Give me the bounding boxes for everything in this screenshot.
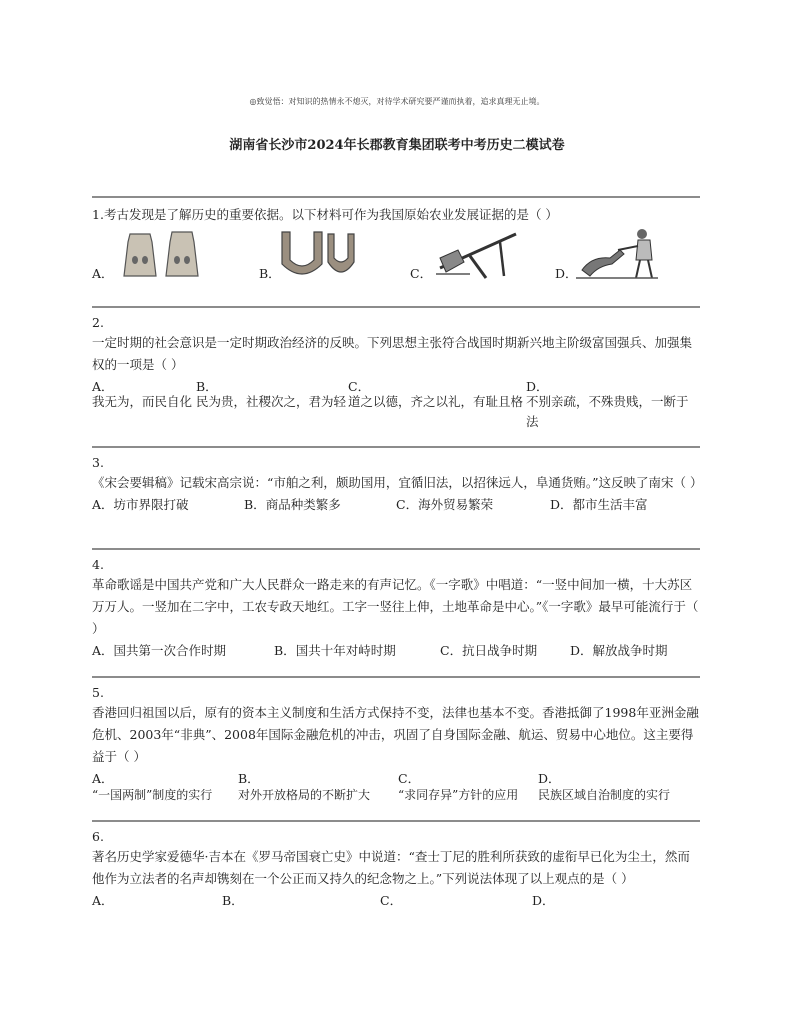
question-number: 3. [92, 455, 104, 470]
option-b[interactable] [196, 376, 346, 412]
divider [92, 306, 700, 308]
plow-tool-icon [430, 228, 522, 282]
stone-spade-icon [120, 228, 202, 282]
option-c[interactable] [380, 890, 402, 912]
question-text: 著名历史学家爱德华·吉本在《罗马帝国衰亡史》中说道：“查士丁尼的胜利所获致的虚衔早已化为尘土，然而他作为立法者的名声却镌刻在一个公正而又持久的纪念物之上。”下列说法体现了以上观点的是（ ） [92, 849, 690, 886]
option-b-label[interactable]: B． [259, 266, 281, 281]
divider [92, 676, 700, 678]
option-text: “一国两制”制度的实行 [92, 788, 213, 802]
option-d[interactable] [570, 640, 668, 662]
option-d[interactable] [550, 494, 648, 516]
option-d-label[interactable]: D． [555, 266, 578, 281]
option-b[interactable] [274, 640, 396, 662]
divider [92, 196, 700, 198]
question-4 [92, 548, 700, 664]
option-label: A． [92, 771, 114, 786]
question-text: 香港回归祖国以后，原有的资本主义制度和生活方式保持不变，法律也基本不变。香港抵御了1998年亚洲金融危机、2003年“非典”、2008年国际金融危机的冲击，巩固了自身国际金融、航运、贸易中心地位。这主要得益于（ ） [92, 705, 699, 764]
option-c[interactable] [348, 376, 526, 412]
option-c-label[interactable]: C． [410, 266, 433, 281]
bone-tool-icon [278, 226, 358, 282]
question-text: 一定时期的社会意识是一定时期政治经济的反映。下列思想主张符合战国时期新兴地主阶级富国强兵、加强集权的一项是（ ） [92, 335, 693, 372]
option-b[interactable] [222, 890, 244, 912]
option-label: D． [538, 771, 561, 786]
option-text: 不别亲疏，不殊贵贱，一断于法 [526, 394, 689, 429]
option-text: 解放战争时期 [592, 643, 668, 658]
option-text: 民族区域自治制度的实行 [538, 788, 671, 802]
option-text: 抗日战争时期 [462, 643, 538, 658]
option-a[interactable] [92, 640, 226, 662]
option-a[interactable] [92, 890, 114, 912]
question-text: 《宋会要辑稿》记载宋高宗说：“市舶之利，颇助国用，宜循旧法，以招徕远人，阜通货贿。”这反映了南宋（ ） [92, 475, 703, 490]
option-c[interactable] [396, 494, 493, 516]
divider [92, 548, 700, 550]
option-group [92, 226, 700, 290]
option-text: 国共第一次合作时期 [113, 643, 227, 658]
question-2 [92, 306, 700, 436]
question-1 [92, 196, 700, 290]
question-number: 2. [92, 315, 104, 330]
option-d[interactable] [538, 768, 700, 806]
page-title: 湖南省长沙市2024年长郡教育集团联考中考历史二模试卷 [229, 138, 565, 153]
option-d[interactable] [532, 890, 555, 912]
question-number: 1. [92, 207, 104, 222]
option-group [92, 768, 700, 808]
option-a-label[interactable]: A． [92, 266, 114, 281]
option-group [92, 494, 700, 518]
option-label: A． [92, 497, 114, 512]
question-text: 考古发现是了解历史的重要依据。以下材料可作为我国原始农业发展证据的是（ ） [103, 207, 558, 222]
option-label: A． [92, 643, 114, 658]
question-number: 6. [92, 829, 104, 844]
option-a[interactable] [92, 768, 242, 806]
option-a[interactable] [92, 376, 192, 412]
option-text: 民为贵，社稷次之，君为轻 [196, 394, 347, 409]
option-label: D． [526, 379, 549, 394]
farmer-plowing-icon [572, 226, 662, 282]
divider [92, 446, 700, 448]
option-label: C． [440, 643, 463, 658]
question-text: 革命歌谣是中国共产党和广大人民群众一路走来的有声记忆。《一字歌》中唱道：“一竖中间加一横，十大苏区万万人。一竖加在二字中，工农专政天地红。工字一竖往上伸，土地革命是中心。”《一字歌》最早可能流行于（ ） [92, 577, 699, 636]
option-label: B． [274, 643, 296, 658]
option-text: 海外贸易繁荣 [418, 497, 494, 512]
question-3 [92, 446, 703, 518]
motto-line: ◎致觉悟：对知识的热情永不熄灭，对待学术研究要严谨而执着，追求真理无止境。 [249, 97, 545, 106]
option-c[interactable] [398, 768, 538, 806]
option-a[interactable] [92, 494, 189, 516]
option-group [92, 890, 700, 914]
option-text: 都市生活丰富 [572, 497, 648, 512]
option-label: C． [348, 379, 371, 394]
question-stem [92, 204, 700, 226]
option-label: C． [396, 497, 419, 512]
option-label: B． [196, 379, 218, 394]
option-label: D． [570, 643, 593, 658]
option-text: 对外开放格局的不断扩大 [238, 788, 371, 802]
question-6 [92, 820, 700, 914]
option-text: 国共十年对峙时期 [295, 643, 396, 658]
option-label: B． [244, 497, 266, 512]
option-text: 道之以德，齐之以礼，有耻且格 [348, 394, 524, 409]
option-c[interactable] [440, 640, 537, 662]
option-label: C． [398, 771, 421, 786]
option-b[interactable] [238, 768, 398, 806]
option-d[interactable] [526, 376, 698, 432]
option-text: 商品种类繁多 [265, 497, 341, 512]
option-label: A． [92, 379, 114, 394]
option-text: 我无为，而民自化 [92, 394, 193, 409]
question-5 [92, 676, 700, 808]
option-label: C． [380, 893, 403, 908]
option-label: D． [550, 497, 573, 512]
divider [92, 820, 700, 822]
option-label: B． [238, 771, 260, 786]
option-text: “求同存异”方针的应用 [398, 788, 519, 802]
option-label: B． [222, 893, 244, 908]
question-number: 4. [92, 557, 104, 572]
question-number: 5. [92, 685, 104, 700]
option-text: 坊市界限打破 [113, 497, 189, 512]
option-group [92, 640, 700, 664]
option-label: A． [92, 893, 114, 908]
option-label: D． [532, 893, 555, 908]
option-b[interactable] [244, 494, 341, 516]
option-group [92, 376, 700, 436]
